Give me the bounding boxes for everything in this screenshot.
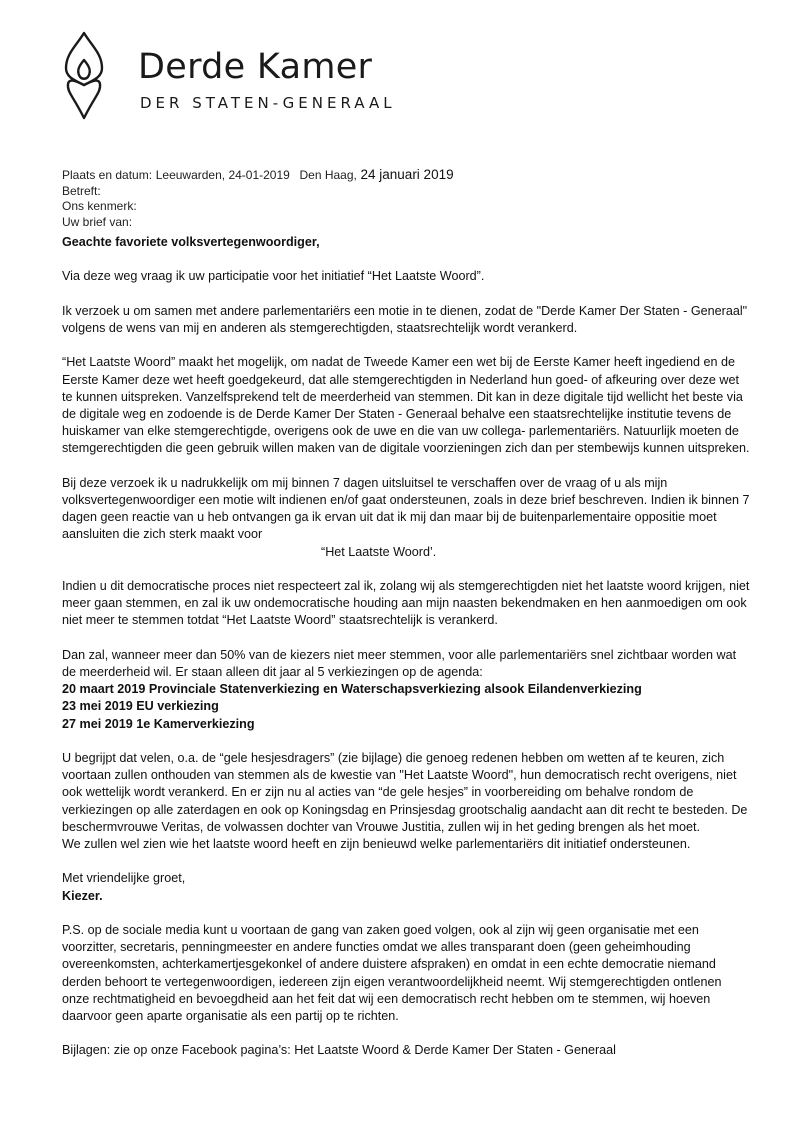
your-letter-label: Uw brief van: [62,214,133,229]
meta-reference-row [62,199,454,215]
subject-label: Betreft: [62,183,101,198]
meta-your-letter-row [62,215,454,231]
election-item: 27 mei 2019 1e Kamerverkiezing [62,716,255,731]
place-date-label: Plaats en datum: [62,168,153,182]
paragraph-6: Dan zal, wanneer meer dan 50% van de kiezers niet meer stemmen, voor alle parlementariërs snel zichtbaar worden wat de meerderheid wil. Er staan alleen dit jaar al 5 verkiezingen op de agenda: [62,647,737,679]
paragraph-1: Via deze weg vraag ik uw participatie voor het initiatief “Het Laatste Woord”. [62,269,485,284]
meta-place-date-row [62,167,454,184]
flame-heart-emblem-icon [62,30,106,122]
paragraph-7: U begrijpt dat velen, o.a. de “gele hesjesdragers” (zie bijlage) die genoeg redenen hebben om wetten af te keuren, zich voortaan zullen onthouden van stemmen als de kwestie van "Het Laatste Woord", hun democratisch recht overigens, niet ook wettelijk wordt verankerd. En er zijn nu al acties van “de gele hesjes” in voorbereiding om behalve rondom de verkiezingen op alle zaterdagen en ook op Koningsdag en Prinsjesdag grootschalig aandacht aan dit recht te besteden. De beschermvrouwe Veritas, de volwassen dochter van Vrouwe Justitia, zullen wij in het geding brengen als het moet. [62,750,748,834]
letter-meta [62,167,454,230]
meta-subject-row [62,184,454,200]
place-date-value: Leeuwarden, 24-01-2019 [155,168,290,182]
paragraph-2: Ik verzoek u om samen met andere parlementariërs een motie in te dienen, zodat de "Derde Kamer Der Staten - Generaal" volgens de wens van mij en anderen als stemgerechtigden, staatsrechtelijk wordt verankerd. [62,303,748,335]
paragraph-5: Indien u dit democratische proces niet respecteert zal ik, zolang wij als stemgerechtigden niet het laatste woord krijgen, niet meer gaan stemmen, en zal ik uw ondemocratische houding aan mijn naasten bekendmaken en hen aanmoedigen om ook niet meer te stemmen totdat “Het Laatste Woord” staatsrechtelijk is verankerd. [62,578,750,628]
closing: Met vriendelijke groet, [62,871,186,886]
reference-label: Ons kenmerk: [62,199,137,213]
brand-title: Derde Kamer [138,47,373,87]
election-item: 23 mei 2019 EU verkiezing [62,699,219,714]
salutation: Geachte favoriete volksvertegenwoordiger, [62,235,320,249]
second-place-label: Den Haag, [299,168,357,182]
election-item: 20 maart 2019 Provinciale Statenverkiezing en Waterschapsverkiezing alsook Eilandenverkiezing [62,682,642,697]
second-date-value: 24 januari 2019 [360,167,454,182]
paragraph-4: Bij deze verzoek ik u nadrukkelijk om mij binnen 7 dagen uitsluitsel te verschaffen over de vraag of u als mijn volksvertegenwoordiger een motie wilt indienen en/of gaat ondersteunen, zoals in deze brief beschreven. Indien ik binnen 7 dagen geen reactie van u heb ontvangen ga ik ervan uit dat ik mij dan maar bij de buitenparlementaire oppositie moet aansluiten die zich sterk maakt voor [62,475,750,542]
paragraph-8: We zullen wel zien wie het laatste woord heeft en zijn benieuwd welke parlementariërs dit initiatief ondersteunen. [62,837,691,851]
letter-body [62,234,752,1077]
paragraph-3: “Het Laatste Woord” maakt het mogelijk, om nadat de Tweede Kamer een wet bij de Eerste Kamer heeft ingediend en de Eerste Kamer deze wet heeft goedgekeurd, dat alle stemgerechtigden in Nederland hun goed- of afkeuring over deze wet te kunnen uitspreken. Vanzelfsprekend telt de meerderheid van stemmen. Dit kan in deze digitale tijd wellicht het beste via de digitale weg en zodoende is de Derde Kamer Der Staten - Generaal behalve een staatsrechtelijke institutie tevens de huiskamer van elke stemgerechtigde, overigens ook de uwe en die van uw collega- parlementariërs. Natuurlijk moeten de stemgerechtigden die geen gebruik willen maken van de digitale voorzieningen zich dan per stembewijs kunnen uitspreken. [62,355,750,456]
postscript: P.S. op de sociale media kunt u voortaan de gang van zaken goed volgen, ook al zijn wij geen organisatie met een voorzitter, secretaris, penningmeester en andere functies omdat we alles transparant doen (geen geheimhouding overeenkomsten, achterkamertjesgekonkel of andere duistere afspraken) en omdat in een echte democratie niemand derden behoort te vertegenwoordigen, iedereen zijn eigen verantwoordelijkheid neemt. Wij stemgerechtigden ontlenen onze rechtmatigheid en bevoegdheid aan het feit dat wij een democratisch recht hebben om te stemmen, wij hoeven daarvoor geen aparte organisatie als een partij op te richten. [62,922,722,1023]
letterhead [62,30,442,125]
paragraph-4-centered: “Het Laatste Woord’. [321,544,437,559]
attachments: Bijlagen: zie op onze Facebook pagina’s: Het Laatste Woord & Derde Kamer Der Staten - Generaal [62,1043,616,1058]
signature: Kiezer. [62,888,103,903]
brand-subtitle: DER STATEN-GENERAAL [140,94,396,112]
